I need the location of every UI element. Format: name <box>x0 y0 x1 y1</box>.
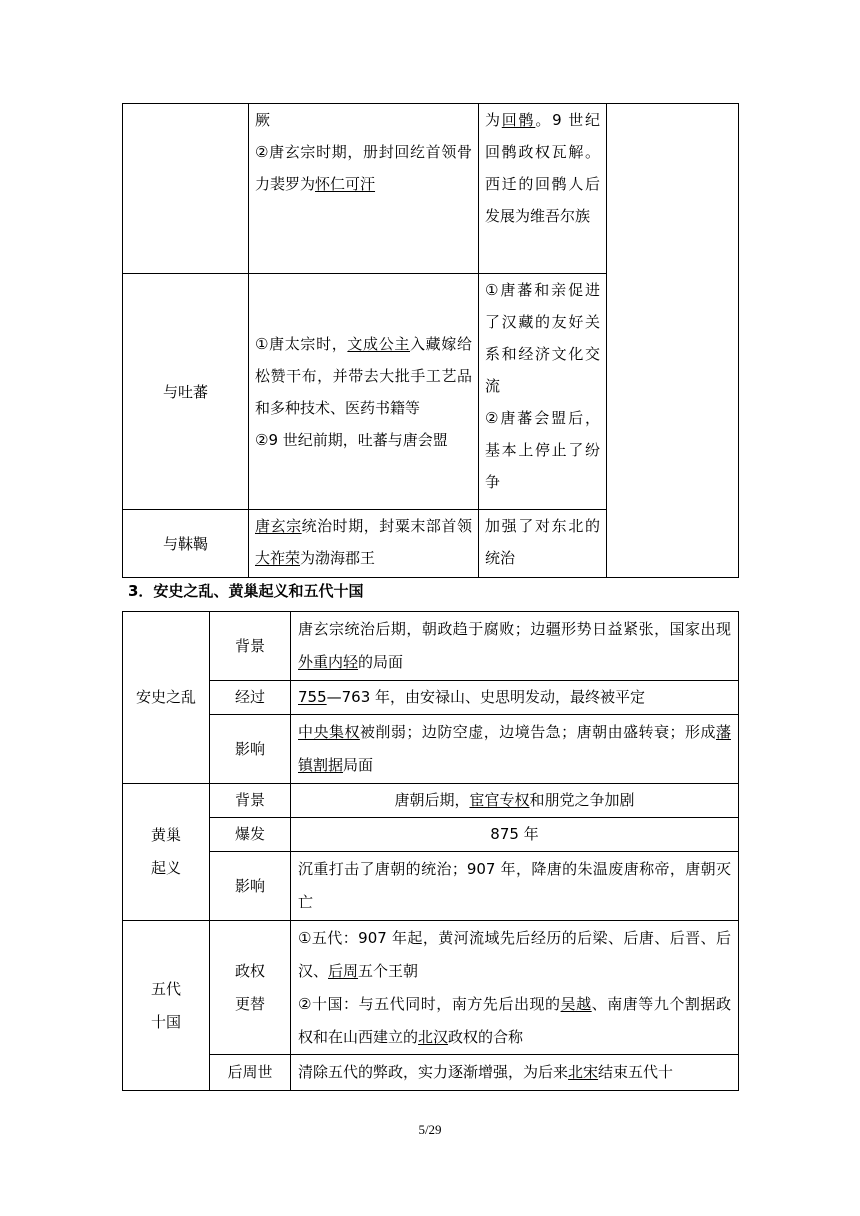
underlined-term: 中央集权 <box>298 723 360 741</box>
group-name: 安史之乱 <box>123 612 210 784</box>
rich-cell <box>291 612 739 681</box>
row-label: 爆发 <box>210 818 291 852</box>
text-segment: 和朋党之争加剧 <box>529 791 635 809</box>
rich-cell <box>479 510 607 578</box>
rich-cell <box>291 681 739 715</box>
underlined-term: 吴越 <box>560 994 592 1013</box>
group-name-line: 起义 <box>150 859 181 877</box>
text-segment: 加强了对东北的统治 <box>485 517 600 567</box>
rich-cell <box>291 852 739 921</box>
text-segment: ②唐玄宗时期，册封回纥首领骨力裴罗为 <box>255 143 472 193</box>
text-segment: 唐朝后期， <box>394 791 470 809</box>
text-segment: 875 年 <box>490 825 539 843</box>
text-segment: 入藏嫁给松赞干布，并带去大批手工艺品和多种技术、医药书籍等 <box>255 334 472 417</box>
text-segment: ②唐蕃会盟后，基本上停止了纷争 <box>485 409 600 491</box>
rich-cell <box>291 818 739 852</box>
text-segment: 、南唐等九个割据政权和在山西建立的 <box>298 994 731 1046</box>
underlined-term: 藩镇割据 <box>298 723 731 774</box>
row-label-line: 政权 <box>234 961 265 980</box>
group-name <box>123 784 210 921</box>
text-segment: ①唐太宗时， <box>255 334 348 353</box>
row-label-line: 更替 <box>234 994 265 1013</box>
rich-cell <box>249 104 479 274</box>
section-title: 3．安史之乱、黄巢起义和五代十国 <box>128 582 364 600</box>
group-name-line: 黄巢 <box>150 826 181 844</box>
rich-cell <box>249 510 479 578</box>
rich-cell <box>291 921 739 1055</box>
text-segment: —763 年，由安禄山、史思明发动，最终被平定 <box>326 688 646 706</box>
text-segment: 结束五代十 <box>598 1063 674 1081</box>
underlined-term: 宦官专权 <box>469 791 530 809</box>
underlined-term: 后周 <box>328 961 359 980</box>
text-segment: 清除五代的弊政，实力逐渐增强，为后来 <box>298 1063 569 1081</box>
row-label: 与靺鞨 <box>123 510 249 578</box>
row-label: 影响 <box>210 852 291 921</box>
underlined-term: 大祚荣 <box>255 549 301 567</box>
text-segment: 被削弱；边防空虚，边境告急；唐朝由盛转衰；形成 <box>359 723 716 741</box>
underlined-term: 回鹘 <box>501 111 536 129</box>
page-number: 5/29 <box>418 1122 442 1137</box>
rich-cell <box>249 274 479 510</box>
text-segment: 政权的合称 <box>448 1027 524 1046</box>
text-segment: ①唐蕃和亲促进了汉藏的友好关系和经济文化交流 <box>485 281 600 395</box>
text-segment: ①五代：907 年起，黄河流域先后经历的后梁、后唐、后晋、后汉、 <box>298 928 731 980</box>
text-segment: 厥 <box>255 111 271 129</box>
rich-cell <box>291 715 739 784</box>
text-segment: 沉重打击了唐朝的统治；907 年，降唐的朱温废唐称帝，唐朝灭亡 <box>298 860 731 911</box>
underlined-term: 外重内轻 <box>298 653 359 671</box>
underlined-term: 北宋 <box>568 1063 599 1081</box>
text-segment: 五个王朝 <box>358 961 419 980</box>
rich-cell <box>291 784 739 818</box>
text-segment: ②十国：与五代同时，南方先后出现的 <box>298 994 561 1013</box>
row-label <box>123 104 249 274</box>
rich-cell <box>479 104 607 274</box>
row-label: 背景 <box>210 612 291 681</box>
row-label: 背景 <box>210 784 291 818</box>
row-label: 后周世 <box>210 1055 291 1091</box>
group-name-line: 十国 <box>150 1012 181 1031</box>
underlined-term: 755 <box>298 688 327 706</box>
text-segment: ②9 世纪前期，吐蕃与唐会盟 <box>255 430 448 449</box>
row-label: 经过 <box>210 681 291 715</box>
text-segment: 唐玄宗统治后期，朝政趋于腐败；边疆形势日益紧张，国家出现 <box>298 620 731 638</box>
text-segment: 局面 <box>343 756 374 774</box>
underlined-term: 唐玄宗 <box>255 517 302 535</box>
text-segment: 统治时期，封粟末部首领 <box>301 517 472 535</box>
row-label: 影响 <box>210 715 291 784</box>
underlined-term: 文成公主 <box>347 334 411 353</box>
text-segment: 的局面 <box>358 653 404 671</box>
text-segment: 为渤海郡王 <box>300 549 376 567</box>
rich-cell <box>479 274 607 510</box>
row-label: 与吐蕃 <box>123 274 249 510</box>
group-name-line: 五代 <box>150 979 181 998</box>
text-segment: 为 <box>485 111 502 129</box>
text-segment: 。9 世纪回鹘政权瓦解。西迁的回鹘人后发展为维吾尔族 <box>485 111 600 225</box>
empty-cell <box>607 104 739 578</box>
row-label <box>210 921 291 1055</box>
underlined-term: 怀仁可汗 <box>315 175 376 193</box>
events-table <box>122 611 739 1091</box>
group-name <box>123 921 210 1091</box>
underlined-term: 北汉 <box>418 1027 449 1046</box>
minority-relations-table <box>122 103 739 578</box>
rich-cell <box>291 1055 739 1091</box>
